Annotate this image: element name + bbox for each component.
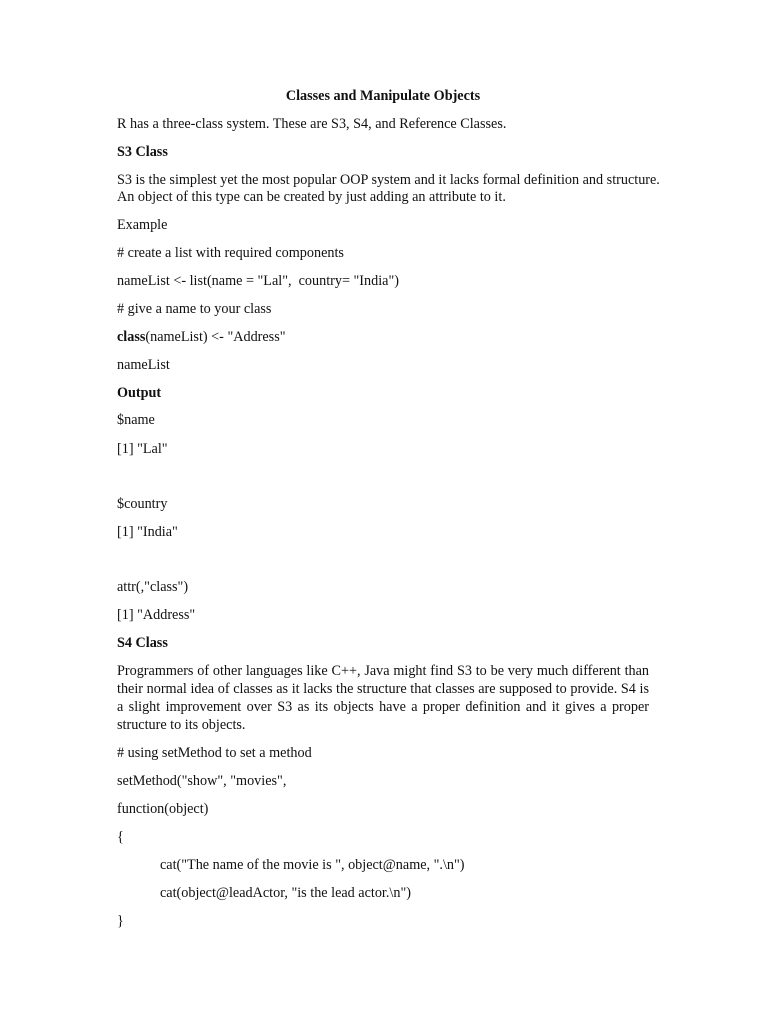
s3-heading: S3 Class [117,144,168,160]
example-label: Example [117,217,168,233]
code-line: setMethod("show", "movies", [117,773,287,789]
s4-description-line-1: Programmers of other languages like C++, Java might find S3 to be very much different than [117,663,649,679]
code-line: cat("The name of the movie is ", object@name, ".\n") [160,857,465,873]
code-line: function(object) [117,801,209,817]
code-comment: # using setMethod to set a method [117,745,312,761]
code-keyword: class [117,329,146,345]
output-line: [1] "Address" [117,607,196,623]
output-label: Output [117,385,162,401]
code-text: (nameList) <- "Address" [145,329,286,345]
s4-description-line-3: a slight improvement over S3 as its objects have a proper definition and it gives a proper [117,699,649,715]
output-line: [1] "India" [117,524,178,540]
s4-description-line-2: their normal idea of classes as it lacks the structure that classes are supposed to provide. S4 is [117,681,649,697]
s4-heading: S4 Class [117,635,168,651]
output-line: $name [117,412,155,428]
s3-description-line-1: S3 is the simplest yet the most popular OOP system and it lacks formal definition and structure. [117,172,660,188]
code-line: } [117,913,124,929]
document-title: Classes and Manipulate Objects [285,88,481,104]
output-line: attr(,"class") [117,579,189,595]
intro-paragraph: R has a three-class system. These are S3, S4, and Reference Classes. [117,116,507,132]
s3-description-line-2: An object of this type can be created by just adding an attribute to it. [117,189,506,205]
code-line: nameList <- list(name = "Lal", country= "India") [117,273,399,289]
code-comment: # give a name to your class [117,301,272,317]
code-line [117,328,286,346]
output-line: $country [117,496,168,512]
output-line: [1] "Lal" [117,441,168,457]
s4-description-line-4: structure to its objects. [117,717,246,733]
code-line: nameList [117,357,170,373]
code-line: cat(object@leadActor, "is the lead actor.\n") [160,885,411,901]
code-line: { [117,829,124,845]
code-comment: # create a list with required components [117,245,344,261]
